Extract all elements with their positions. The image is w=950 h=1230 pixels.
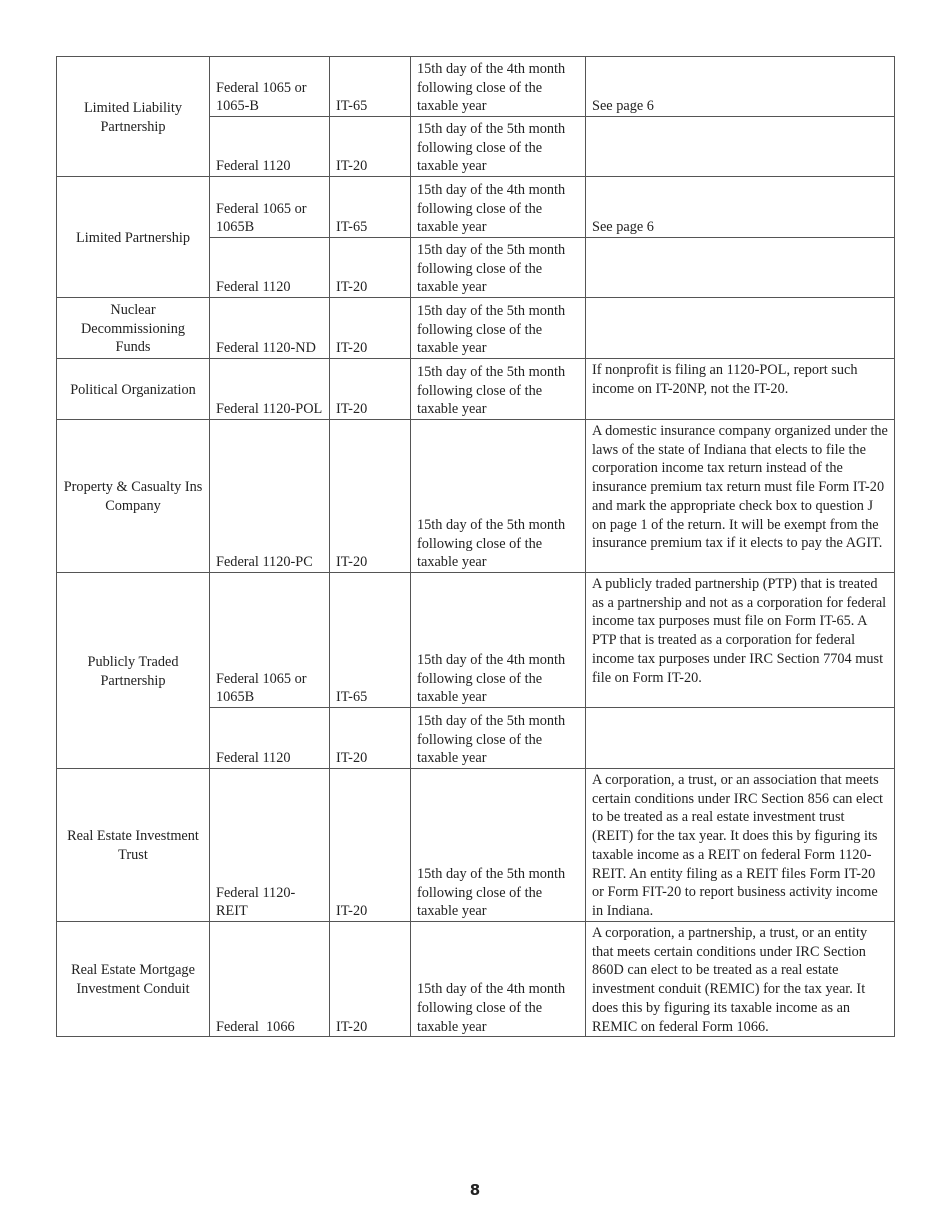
entity-type-cell: Property & Casualty Ins Company: [57, 420, 210, 573]
entity-type-cell: Real Estate Mortgage Investment Conduit: [57, 922, 210, 1037]
due-date-cell: 15th day of the 4th month following close of the taxable year: [411, 57, 586, 117]
due-date-cell: 15th day of the 4th month following close of the taxable year: [411, 573, 586, 708]
federal-form-cell: Federal 1066: [210, 922, 330, 1037]
note-cell: A publicly traded partnership (PTP) that is treated as a partnership and not as a corporation for federal income tax purposes must file on Form IT-65. A PTP that is treated as a corporation for federal income tax purposes under IRC Section 7704 must file on Form IT-20.: [586, 573, 895, 708]
indiana-form-cell: IT-20: [330, 769, 411, 922]
note-cell: See page 6: [586, 177, 895, 238]
due-date-cell: 15th day of the 5th month following close of the taxable year: [411, 708, 586, 769]
federal-form-cell: Federal 1065 or 1065B: [210, 573, 330, 708]
filing-requirements-table: [56, 56, 895, 1037]
indiana-form-cell: IT-65: [330, 573, 411, 708]
entity-type-cell: Political Organization: [57, 359, 210, 420]
note-cell: If nonprofit is filing an 1120-POL, report such income on IT-20NP, not the IT-20.: [586, 359, 895, 420]
due-date-cell: 15th day of the 5th month following close of the taxable year: [411, 298, 586, 359]
entity-type-cell: Publicly Traded Partnership: [57, 573, 210, 769]
federal-form-cell: Federal 1120-PC: [210, 420, 330, 573]
indiana-form-cell: IT-65: [330, 57, 411, 117]
federal-form-cell: Federal 1120: [210, 117, 330, 177]
page-number: 8: [469, 1181, 481, 1199]
federal-form-cell: Federal 1120-POL: [210, 359, 330, 420]
federal-form-cell: Federal 1065 or 1065B: [210, 177, 330, 238]
due-date-cell: 15th day of the 5th month following close of the taxable year: [411, 117, 586, 177]
table-row: [57, 922, 895, 1037]
federal-form-cell: Federal 1120: [210, 238, 330, 298]
indiana-form-cell: IT-20: [330, 420, 411, 573]
note-cell: See page 6: [586, 57, 895, 117]
due-date-cell: 15th day of the 5th month following close of the taxable year: [411, 359, 586, 420]
entity-type-cell: Limited Liability Partnership: [57, 57, 210, 177]
indiana-form-cell: IT-20: [330, 359, 411, 420]
table-row: [57, 57, 895, 117]
note-cell: A domestic insurance company organized under the laws of the state of Indiana that elects to file the corporation income tax return instead of the insurance premium tax return must file Form IT-20 and mark the appropriate check box to question J on page 1 of the return. It will be exempt from the insurance premium tax if it elects to pay the AGIT.: [586, 420, 895, 573]
note-cell: A corporation, a partnership, a trust, or an entity that meets certain conditions under IRC Section 860D can elect to be treated as a real estate investment conduit (REMIC) for the tax year. It does this by figuring its taxable income as an REMIC on federal Form 1066.: [586, 922, 895, 1037]
entity-type-cell: Nuclear Decommissioning Funds: [57, 298, 210, 359]
federal-form-cell: Federal 1065 or 1065-B: [210, 57, 330, 117]
note-cell: [586, 298, 895, 359]
note-cell: A corporation, a trust, or an association that meets certain conditions under IRC Section 856 can elect to be treated as a real estate investment trust (REIT) for the tax year. It does this by figuring its taxable income as a REIT on federal Form 1120-REIT. An entity filing as a REIT files Form IT-20 or Form FIT-20 to report business activity income in Indiana.: [586, 769, 895, 922]
due-date-cell: 15th day of the 4th month following close of the taxable year: [411, 922, 586, 1037]
federal-form-cell: Federal 1120-REIT: [210, 769, 330, 922]
table-row: [57, 177, 895, 238]
federal-form-cell: Federal 1120: [210, 708, 330, 769]
indiana-form-cell: IT-20: [330, 922, 411, 1037]
entity-type-cell: Real Estate Investment Trust: [57, 769, 210, 922]
indiana-form-cell: IT-20: [330, 238, 411, 298]
table-row: [57, 298, 895, 359]
indiana-form-cell: IT-65: [330, 177, 411, 238]
note-cell: [586, 708, 895, 769]
indiana-form-cell: IT-20: [330, 117, 411, 177]
indiana-form-cell: IT-20: [330, 298, 411, 359]
table-row: [57, 420, 895, 573]
table-row: [57, 359, 895, 420]
due-date-cell: 15th day of the 5th month following close of the taxable year: [411, 420, 586, 573]
table-row: [57, 769, 895, 922]
note-cell: [586, 117, 895, 177]
indiana-form-cell: IT-20: [330, 708, 411, 769]
entity-type-cell: Limited Partnership: [57, 177, 210, 298]
federal-form-cell: Federal 1120-ND: [210, 298, 330, 359]
due-date-cell: 15th day of the 5th month following close of the taxable year: [411, 238, 586, 298]
note-cell: [586, 238, 895, 298]
table-row: [57, 573, 895, 708]
due-date-cell: 15th day of the 4th month following close of the taxable year: [411, 177, 586, 238]
due-date-cell: 15th day of the 5th month following close of the taxable year: [411, 769, 586, 922]
